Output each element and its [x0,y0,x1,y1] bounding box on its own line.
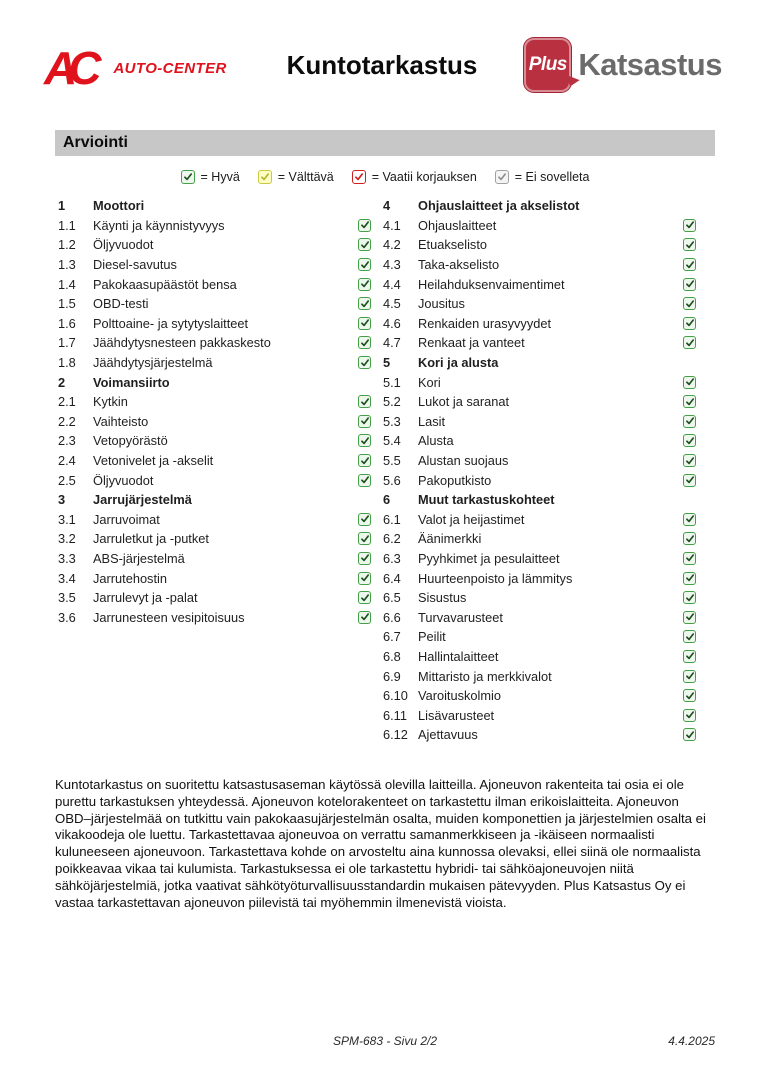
checklist [58,196,706,745]
checklist-section-row [58,490,371,510]
checkbox-good-icon [683,376,696,389]
checklist-item-row [58,431,371,451]
item-label: Jäähdytysjärjestelmä [93,355,213,371]
legend-item-repair [352,170,477,184]
checkbox-good-icon [683,591,696,604]
checkbox-good-icon [358,258,371,271]
checkbox-good-icon [683,709,696,722]
checkbox-good-icon [358,415,371,428]
checkbox-good-icon [683,336,696,349]
item-label: Jäähdytysnesteen pakkaskesto [93,335,271,351]
plus-katsastus-logo [524,38,722,92]
item-label: Hallintalaitteet [418,648,499,664]
item-number: 1.3 [58,257,76,273]
checklist-item-row [383,705,696,725]
item-number: 5.4 [383,433,401,449]
item-number: 6.12 [383,727,408,743]
item-label: Pakokaasupäästöt bensa [93,276,237,292]
checkbox-good-icon [358,434,371,447]
auto-center-logo-text: AUTO-CENTER [113,59,227,77]
checkbox-good-icon [358,532,371,545]
item-number: 1.6 [58,315,76,331]
checklist-item-row [383,392,696,412]
checklist-left-column [58,196,371,745]
item-label: Taka-akselisto [418,257,500,273]
checklist-item-row [383,666,696,686]
checklist-item-row [383,588,696,608]
checklist-item-row [58,294,371,314]
checklist-item-row [383,372,696,392]
item-number: 4.2 [383,237,401,253]
checklist-item-row [383,314,696,334]
checklist-item-row [383,216,696,236]
checklist-item-row [383,294,696,314]
checkbox-good-icon [683,434,696,447]
checklist-item-row [383,627,696,647]
item-label: Ajettavuus [418,727,478,743]
checkbox-na-icon [495,170,509,184]
checklist-item-row [58,392,371,412]
checkbox-good-icon [358,317,371,330]
checkbox-good-icon [683,219,696,232]
item-label: Jousitus [418,296,465,312]
item-label: Kytkin [93,394,128,410]
checklist-item-row [383,333,696,353]
item-number: 1.8 [58,355,76,371]
item-number: 5 [383,355,391,371]
item-label: Vetopyörästö [93,433,168,449]
item-number: 6.4 [383,570,401,586]
item-label: Moottori [93,198,145,214]
checklist-item-row [383,568,696,588]
item-label: Jarrujärjestelmä [93,492,192,508]
item-number: 4.6 [383,315,401,331]
checklist-item-row [58,314,371,334]
item-number: 5.6 [383,472,401,488]
item-label: Muut tarkastuskohteet [418,492,555,508]
checklist-item-row [383,607,696,627]
checklist-item-row [58,470,371,490]
checklist-section-row [383,353,696,373]
checklist-section-row [58,196,371,216]
checkbox-good-icon [358,572,371,585]
item-number: 2 [58,374,66,390]
item-label: Diesel-savutus [93,257,177,273]
checkbox-good-icon [358,474,371,487]
checklist-item-row [58,529,371,549]
checkbox-good-icon [358,297,371,310]
checklist-item-row [58,235,371,255]
item-label: Jarruvoimat [93,511,160,527]
item-number: 1.7 [58,335,76,351]
item-number: 6 [383,492,391,508]
item-label: Lisävarusteet [418,707,495,723]
checklist-item-row [58,451,371,471]
checklist-item-row [383,549,696,569]
checklist-item-row [383,235,696,255]
legend-item-fair [258,170,334,184]
item-number: 5.5 [383,453,401,469]
checklist-item-row [383,255,696,275]
checklist-section-row [58,372,371,392]
item-label: Jarrutehostin [93,570,167,586]
item-number: 2.4 [58,453,76,469]
item-number: 3 [58,492,66,508]
item-number: 6.9 [383,668,401,684]
item-number: 4.3 [383,257,401,273]
checkbox-good-icon [683,454,696,467]
report-footer [55,1034,715,1050]
item-label: Heilahduksenvaimentimet [418,276,565,292]
checkbox-good-icon [683,415,696,428]
checkbox-fair-icon [258,170,272,184]
checklist-item-row [58,568,371,588]
checklist-item-row [58,549,371,569]
item-label: Alusta [418,433,454,449]
item-number: 4.1 [383,217,401,233]
item-number: 2.3 [58,433,76,449]
page-title: Kuntotarkastus [286,50,478,80]
checkbox-good-icon [683,513,696,526]
checkbox-good-icon [358,219,371,232]
item-label: Öljyvuodot [93,237,154,253]
item-label: Jarruletkut ja -putket [93,531,209,547]
checklist-item-row [383,510,696,530]
item-label: Varoituskolmio [418,688,501,704]
checkbox-good-icon [683,317,696,330]
checkbox-good-icon [181,170,195,184]
checkbox-good-icon [683,238,696,251]
checkbox-good-icon [358,278,371,291]
checkbox-good-icon [683,630,696,643]
report-header [0,0,764,130]
checklist-section-row [383,490,696,510]
item-label: ABS-järjestelmä [93,550,185,566]
auto-center-logo-initials: AC [44,42,93,94]
item-label: Kori [418,374,441,390]
item-label: OBD-testi [93,296,149,312]
legend-label: = Hyvä [200,170,240,184]
item-label: Kori ja alusta [418,355,499,371]
item-label: Etuakselisto [418,237,487,253]
checkbox-good-icon [683,395,696,408]
item-number: 3.6 [58,609,76,625]
checklist-item-row [58,333,371,353]
checkbox-repair-icon [352,170,366,184]
checklist-item-row [383,647,696,667]
item-number: 2.5 [58,472,76,488]
item-number: 6.6 [383,609,401,625]
checklist-item-row [58,607,371,627]
item-number: 4.4 [383,276,401,292]
checkbox-good-icon [358,591,371,604]
footer-date: 4.4.2025 [668,1034,715,1048]
checklist-item-row [383,529,696,549]
item-number: 6.3 [383,550,401,566]
checkbox-good-icon [358,356,371,369]
checkbox-good-icon [683,650,696,663]
checkbox-good-icon [683,532,696,545]
checkbox-good-icon [358,611,371,624]
checklist-item-row [58,510,371,530]
checklist-item-row [383,725,696,745]
item-number: 4.7 [383,335,401,351]
checkbox-good-icon [683,258,696,271]
checklist-item-row [383,431,696,451]
item-label: Renkaat ja vanteet [418,335,525,351]
item-label: Vetonivelet ja -akselit [93,453,214,469]
item-number: 6.10 [383,688,408,704]
item-number: 3.2 [58,531,76,547]
item-number: 6.7 [383,629,401,645]
item-label: Vaihteisto [93,413,149,429]
checklist-item-row [58,216,371,236]
legend-label: = Ei sovelleta [514,170,590,184]
item-label: Käynti ja käynnistyvyys [93,217,225,233]
section-header-arviointi: Arviointi [55,130,715,156]
item-number: 1.4 [58,276,76,292]
item-label: Pakoputkisto [418,472,492,488]
item-number: 5.2 [383,394,401,410]
checkbox-good-icon [683,297,696,310]
plus-badge-text: Plus [528,54,567,75]
checkbox-good-icon [683,278,696,291]
item-label: Polttoaine- ja sytytyslaitteet [93,315,249,331]
item-number: 3.5 [58,590,76,606]
item-number: 3.4 [58,570,76,586]
item-number: 2.1 [58,394,76,410]
item-label: Huurteenpoisto ja lämmitys [418,570,573,586]
item-number: 4 [383,198,391,214]
checklist-item-row [383,274,696,294]
status-legend [55,167,715,187]
item-label: Peilit [418,629,446,645]
katsastus-logo-text: Katsastus [578,47,722,82]
checklist-item-row [383,451,696,471]
item-label: Sisustus [418,590,467,606]
checklist-item-row [383,412,696,432]
item-label: Turvavarusteet [418,609,503,625]
checkbox-good-icon [683,552,696,565]
item-number: 6.2 [383,531,401,547]
item-number: 1.1 [58,217,76,233]
item-number: 6.1 [383,511,401,527]
checkbox-good-icon [358,238,371,251]
item-number: 5.1 [383,374,401,390]
item-number: 5.3 [383,413,401,429]
checklist-item-row [383,686,696,706]
item-number: 3.3 [58,550,76,566]
checkbox-good-icon [358,552,371,565]
item-number: 4.5 [383,296,401,312]
checkbox-good-icon [683,572,696,585]
item-label: Pyyhkimet ja pesulaitteet [418,550,560,566]
footer-page-label: SPM-683 - Sivu 2/2 [332,1034,438,1048]
checklist-right-column [383,196,696,745]
item-label: Renkaiden urasyvyydet [418,315,552,331]
checklist-item-row [58,588,371,608]
item-number: 3.1 [58,511,76,527]
legend-label: = Vaatii korjauksen [371,170,477,184]
checkbox-good-icon [683,689,696,702]
checklist-item-row [58,412,371,432]
checkbox-good-icon [358,395,371,408]
item-label: Voimansiirto [93,374,170,390]
item-label: Alustan suojaus [418,453,509,469]
disclaimer-text: Kuntotarkastus on suoritettu katsastusaseman käytössä olevilla laitteilla. Ajoneuvon rakenteita tai osia ei ole purettu tarkastuksen yhteydessä. Ajoneuvon kotelorakenteet on tarkastettu ilman erikoislaitteita. Ajoneuvon OBD–järjestelmää on tutkittu vain pakokaasujärjestelmän osalta, muiden komponettien ja järjestelmien osalta ei vikakoodeja ole luettu. Tarkastettavaa ajoneuvoa on verrattu samanmerkkiseen ja -ikäiseen normaalisti kuluneeseen ajoneuvoon. Tarkastettava kohde on arvosteltu aina kunnossa olevaksi, ellei siinä ole normaalista poikkeavaa vikaa tai kulumista. Tarkastuksessa ei ole tarkastettu hybridi- tai sähköajoneuvojen niitä sähköjärjestelmiä, jotka vaativat sähkötyöturvallisuusstandardin mukaisen pätevyyden. Plus Katsastus Oy ei vastaa tarkastettavan ajoneuvon piilevistä tai myöhemmin ilmenevistä vioista. [55,777,706,910]
item-label: Äänimerkki [418,531,482,547]
item-number: 1.2 [58,237,76,253]
item-number: 1.5 [58,296,76,312]
legend-item-na [495,170,590,184]
checkbox-good-icon [358,336,371,349]
item-label: Mittaristo ja merkkivalot [418,668,552,684]
checkbox-good-icon [683,728,696,741]
item-label: Lasit [418,413,446,429]
item-label: Jarrunesteen vesipitoisuus [93,609,245,625]
checklist-section-row [383,196,696,216]
legend-label: = Välttävä [277,170,334,184]
checkbox-good-icon [358,513,371,526]
checkbox-good-icon [358,454,371,467]
checkbox-good-icon [683,670,696,683]
checkbox-good-icon [683,474,696,487]
item-number: 6.11 [383,707,407,723]
checklist-item-row [58,274,371,294]
item-label: Jarrulevyt ja -palat [93,590,198,606]
checkbox-good-icon [683,611,696,624]
item-label: Öljyvuodot [93,472,154,488]
checklist-item-row [58,353,371,373]
item-number: 1 [58,198,66,214]
item-number: 6.8 [383,648,401,664]
item-label: Valot ja heijastimet [418,511,525,527]
item-label: Ohjauslaitteet [418,217,497,233]
item-label: Ohjauslaitteet ja akselistot [418,198,580,214]
checklist-item-row [58,255,371,275]
checklist-item-row [383,470,696,490]
item-label: Lukot ja saranat [418,394,510,410]
item-number: 6.5 [383,590,401,606]
legend-item-good [181,170,240,184]
plus-badge-icon [524,38,571,92]
item-number: 2.2 [58,413,76,429]
